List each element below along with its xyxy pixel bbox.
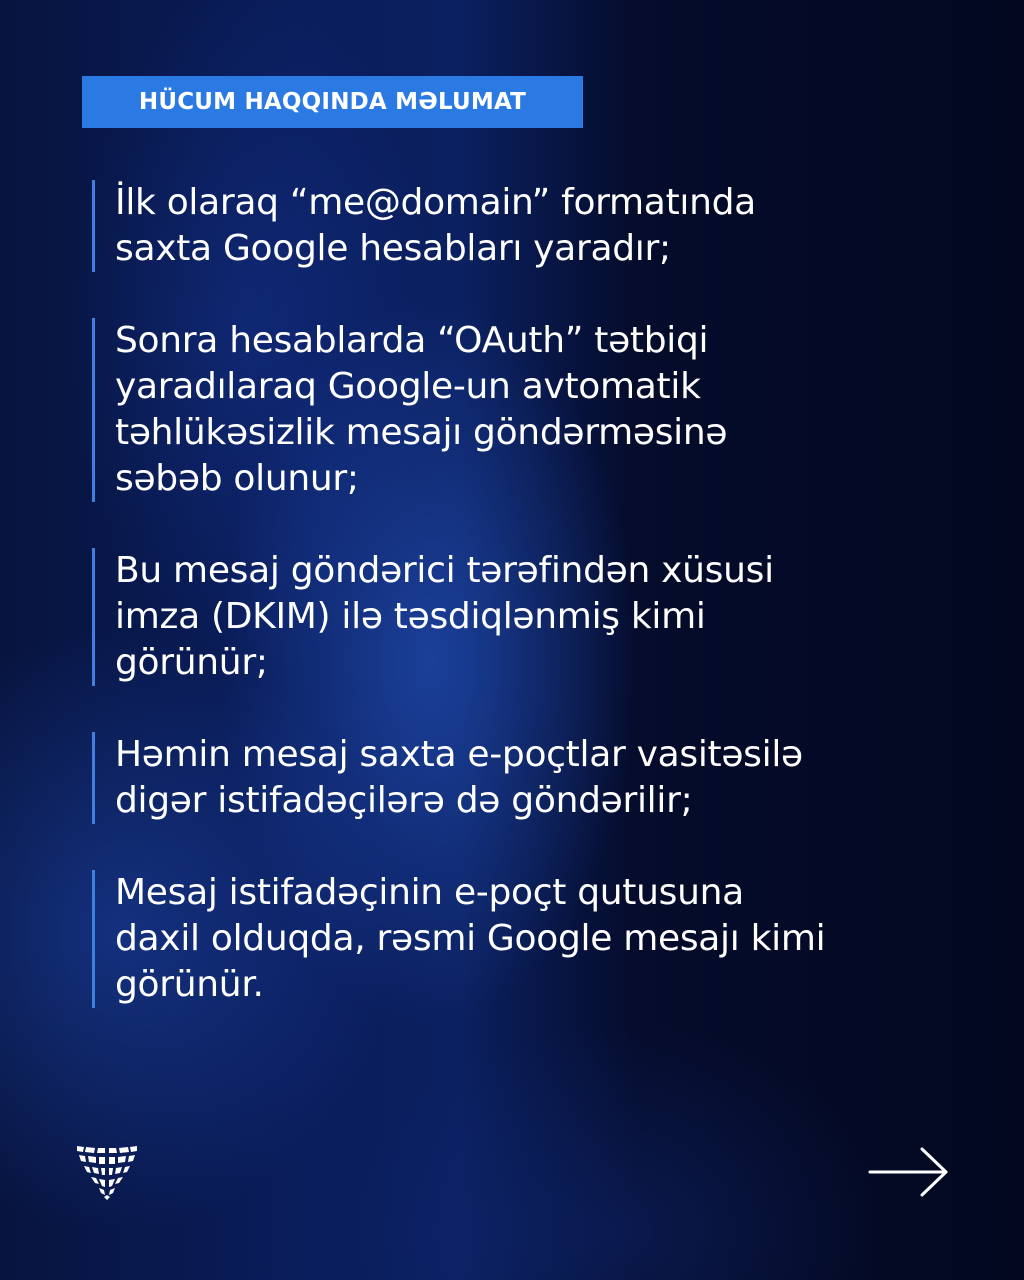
info-paragraph-5: Mesaj istifadəçinin e-poçt qutusuna daxil olduqda, rəsmi Google mesajı kimi görünür. <box>92 870 972 1008</box>
info-paragraph-1: İlk olaraq “me@domain” formatında saxta Google hesabları yaradır; <box>92 180 972 272</box>
shield-logo-icon <box>74 1142 140 1202</box>
header-badge <box>82 76 583 128</box>
header-badge-text: HÜCUM HAQQINDA MƏLUMAT <box>138 89 527 115</box>
info-paragraph-2: Sonra hesablarda “OAuth” tətbiqi yaradılaraq Google-un avtomatik təhlükəsizlik mesajı göndərməsinə səbəb olunur; <box>92 318 972 502</box>
info-paragraph-4: Həmin mesaj saxta e-poçtlar vasitəsilə digər istifadəçilərə də göndərilir; <box>92 732 972 824</box>
arrow-right-icon[interactable] <box>868 1142 950 1202</box>
info-paragraph-3: Bu mesaj göndərici tərəfindən xüsusi imza (DKIM) ilə təsdiqlənmiş kimi görünür; <box>92 548 972 686</box>
